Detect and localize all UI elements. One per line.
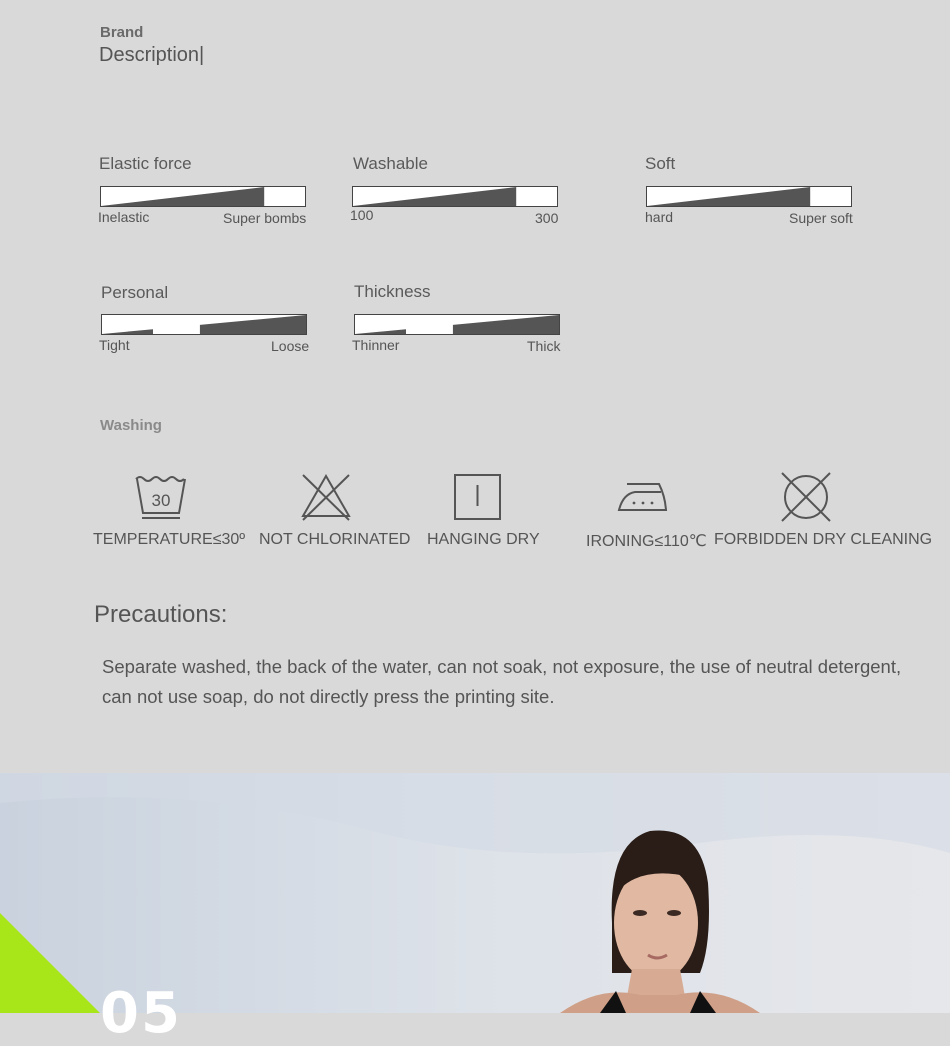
attr-max-label: Loose bbox=[271, 338, 310, 354]
attr-min-label: Inelastic bbox=[98, 209, 150, 225]
attr-title-washable: Washable bbox=[353, 154, 428, 173]
attr-range-lower bbox=[355, 329, 406, 334]
washing-heading: Washing bbox=[100, 417, 162, 434]
attr-level-fill bbox=[353, 187, 516, 206]
attr-bar-personal bbox=[101, 314, 307, 335]
attr-bar-washable bbox=[352, 186, 558, 207]
iron-icon bbox=[617, 480, 669, 514]
attr-title-personal: Personal bbox=[101, 283, 169, 302]
attr-title-thickness: Thickness bbox=[354, 282, 431, 301]
washing-label-not-chlorinated: NOT CHLORINATED bbox=[259, 531, 411, 548]
attr-bar-thickness bbox=[354, 314, 560, 335]
attr-min-label: Thinner bbox=[352, 337, 400, 353]
no-bleach-icon bbox=[300, 472, 352, 522]
washing-label-ironing: IRONING≤110℃ bbox=[586, 533, 707, 550]
attr-max-label: Super bombs bbox=[223, 210, 307, 226]
precautions-text: Separate washed, the back of the water, can not soak, not exposure, the use of neutral detergent, can not use soap, do not directly press the printing site. bbox=[102, 656, 902, 707]
washing-label-temperature: TEMPERATURE≤30º bbox=[93, 531, 246, 548]
attr-range-lower bbox=[102, 329, 153, 334]
attr-level-fill bbox=[101, 187, 264, 206]
attr-range-upper bbox=[453, 315, 559, 334]
brand-label: Brand bbox=[100, 24, 144, 41]
attr-title-elastic-force: Elastic force bbox=[99, 154, 192, 173]
attr-min-label: Tight bbox=[99, 337, 130, 353]
no-dry-clean-icon bbox=[779, 471, 833, 523]
precautions-heading: Precautions: bbox=[94, 601, 228, 628]
attr-max-label: Super soft bbox=[789, 210, 853, 226]
wash-30-icon bbox=[133, 473, 189, 521]
description-heading: Description| bbox=[99, 44, 205, 66]
hang-dry-icon bbox=[453, 473, 503, 521]
section-number: 05 bbox=[100, 981, 182, 1046]
attr-title-soft: Soft bbox=[645, 154, 676, 173]
washing-label-hanging-dry: HANGING DRY bbox=[427, 531, 540, 548]
attr-bar-elastic-force bbox=[100, 186, 306, 207]
model-photo-image bbox=[0, 773, 950, 1013]
attr-max-label: 300 bbox=[535, 210, 559, 226]
attr-bar-soft bbox=[646, 186, 852, 207]
attr-min-label: hard bbox=[645, 209, 674, 225]
attr-min-label: 100 bbox=[350, 207, 374, 223]
attr-range-upper bbox=[200, 315, 306, 334]
attr-max-label: Thick bbox=[527, 338, 561, 354]
model-photo-banner bbox=[0, 773, 950, 1046]
washing-label-no-dry-cleaning: FORBIDDEN DRY CLEANING bbox=[714, 531, 933, 548]
wash-temp-number: 30 bbox=[151, 491, 171, 510]
attr-level-fill bbox=[647, 187, 810, 206]
